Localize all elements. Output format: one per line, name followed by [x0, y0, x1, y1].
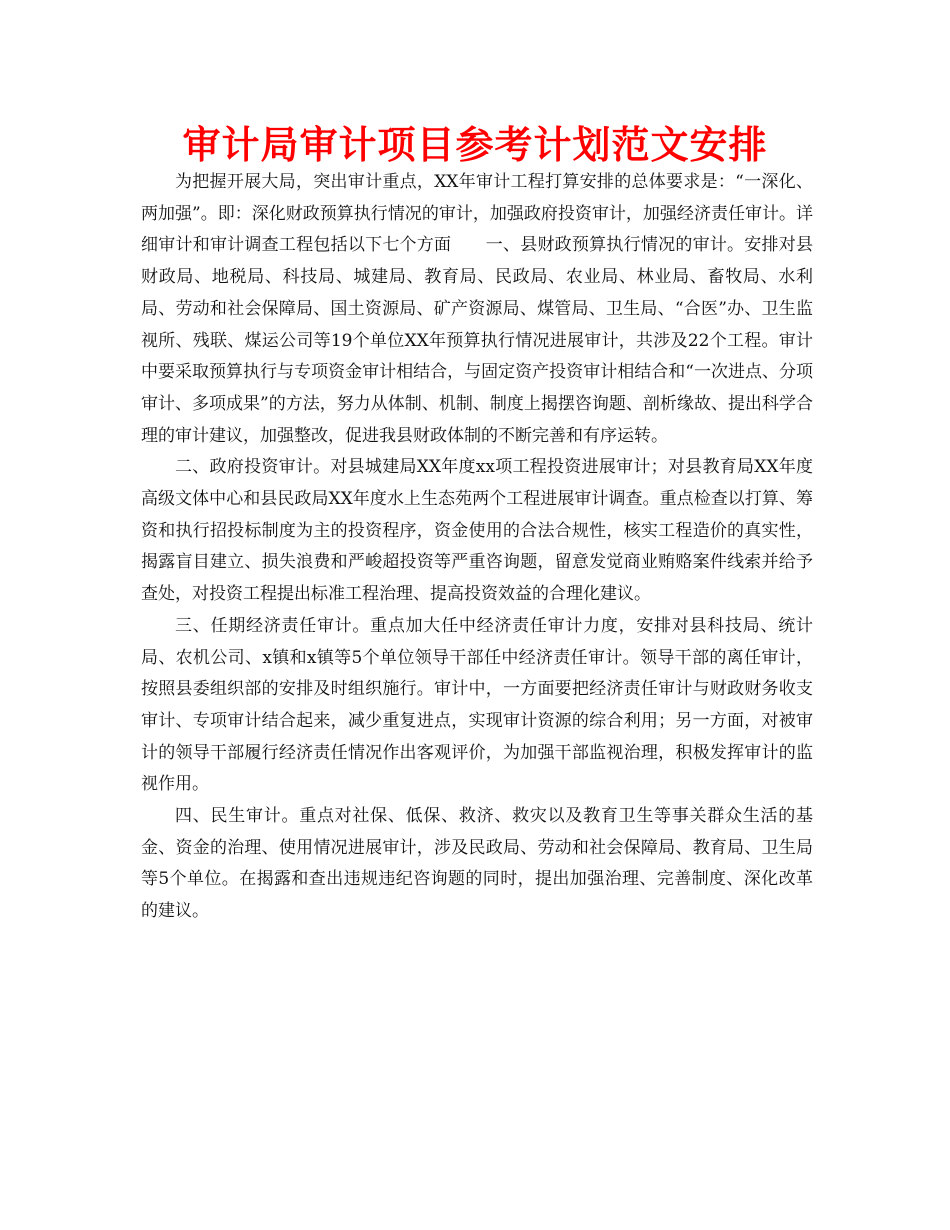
paragraph-1: 为把握开展大局，突出审计重点，XX年审计工程打算安排的总体要求是：“一深化、两加强”。即：深化财政预算执行情况的审计，加强政府投资审计，加强经济责任审计。详细审计和审计调查工程包括以下七个方面 一、县财政预算执行情况的审计。安排对县财政局、地税局、科技局、城建局、教育局、民政局、农业局、林业局、畜牧局、水利局、劳动和社会保障局、国土资源局、矿产资源局、煤管局、卫生局、“合医”办、卫生监视所、残联、煤运公司等19个单位XX年预算执行情况进展审计，共涉及22个工程。审计中要采取预算执行与专项资金审计相结合，与固定资产投资审计相结合和“一次进点、分项审计、多项成果”的方法，努力从体制、机制、制度上揭摆咨询题、剖析缘故、提出科学合理的审计建议，加强整改，促进我县财政体制的不断完善和有序运转。	[141, 172, 813, 446]
document-title: 审计局审计项目参考计划范文安排	[182, 123, 768, 167]
paragraph-3: 三、任期经济责任审计。重点加大任中经济责任审计力度，安排对县科技局、统计局、农机公司、x镇和x镇等5个单位领导干部任中经济责任审计。领导干部的离任审计，按照县委组织部的安排及时组织施行。审计中，一方面要把经济责任审计与财政财务收支审计、专项审计结合起来，减少重复进点，实现审计资源的综合利用；另一方面，对被审计的领导干部履行经济责任情况作出客观评价，为加强干部监视治理，积极发挥审计的监视作用。	[141, 615, 813, 795]
paragraph-4: 四、民生审计。重点对社保、低保、救济、救灾以及教育卫生等事关群众生活的基金、资金的治理、使用情况进展审计，涉及民政局、劳动和社会保障局、教育局、卫生局等5个单位。在揭露和查出违规违纪咨询题的同时，提出加强治理、完善制度、深化改革的建议。	[141, 806, 813, 922]
document-body	[141, 167, 813, 928]
paragraph-2: 二、政府投资审计。对县城建局XX年度xx项工程投资进展审计；对县教育局XX年度高级文体中心和县民政局XX年度水上生态苑两个工程进展审计调查。重点检查以打算、筹资和执行招投标制度为主的投资程序，资金使用的合法合规性，核实工程造价的真实性，揭露盲目建立、损失浪费和严峻超投资等严重咨询题，留意发觉商业贿赂案件线索并给予查处，对投资工程提出标准工程治理、提高投资效益的合理化建议。	[141, 457, 813, 605]
